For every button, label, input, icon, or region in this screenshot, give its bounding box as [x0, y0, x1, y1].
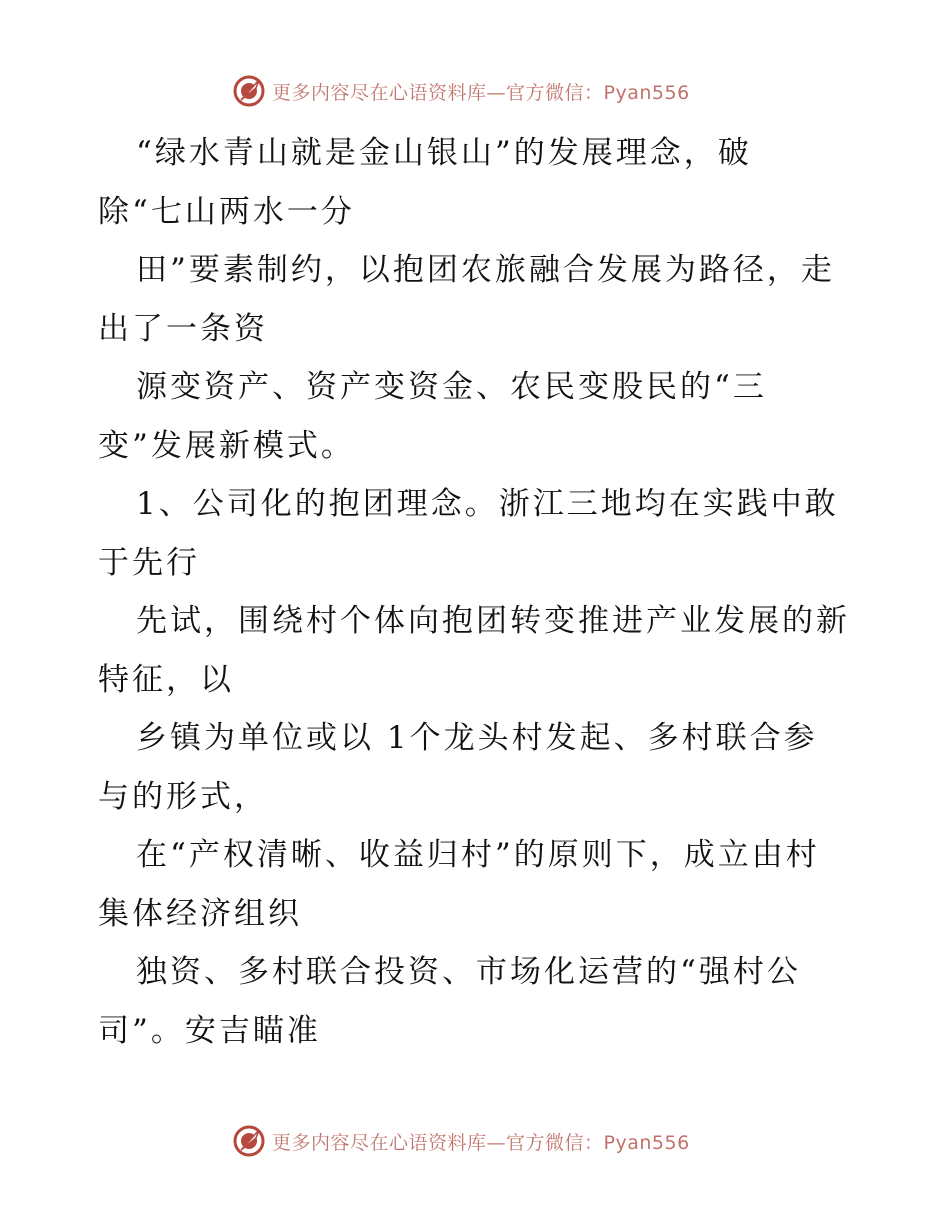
watermark-text: 更多内容尽在心语资料库—官方微信：Pyan556 [272, 81, 690, 104]
text-line: 集体经济组织 [98, 895, 302, 932]
text-line: 田”要素制约，以抱团农旅融合发展为路径，走 [136, 252, 835, 288]
footer-watermark [232, 1121, 690, 1161]
quill-logo-icon [232, 74, 266, 108]
text-line: 出了一条资 [98, 310, 268, 347]
text-line: 司”。安吉瞄准 [98, 1012, 321, 1049]
quill-logo-icon [232, 1124, 266, 1158]
text-line: “绿水青山就是金山银山”的发展理念，破 [136, 135, 752, 171]
text-line: 1、公司化的抱团理念。浙江三地均在实践中敢 [136, 486, 839, 522]
text-line: 于先行 [98, 544, 200, 581]
watermark-text: 更多内容尽在心语资料库—官方微信：Pyan556 [272, 1131, 690, 1154]
text-line: 除“七山两水一分 [98, 193, 355, 230]
text-line: 先试，围绕村个体向抱团转变推进产业发展的新 [136, 603, 850, 639]
text-line: 源变资产、资产变资金、农民变股民的“三 [136, 369, 767, 405]
header-watermark [232, 71, 690, 111]
text-line: 变”发展新模式。 [98, 427, 355, 464]
text-line: 特征，以 [98, 661, 234, 698]
document-body [98, 124, 868, 1060]
text-line: 独资、多村联合投资、市场化运营的“强村公 [136, 954, 801, 990]
text-line: 在“产权清晰、收益归村”的原则下，成立由村 [136, 837, 820, 873]
text-line: 与的形式， [98, 778, 268, 815]
text-line: 乡镇为单位或以 1个龙头村发起、多村联合参 [136, 720, 818, 756]
